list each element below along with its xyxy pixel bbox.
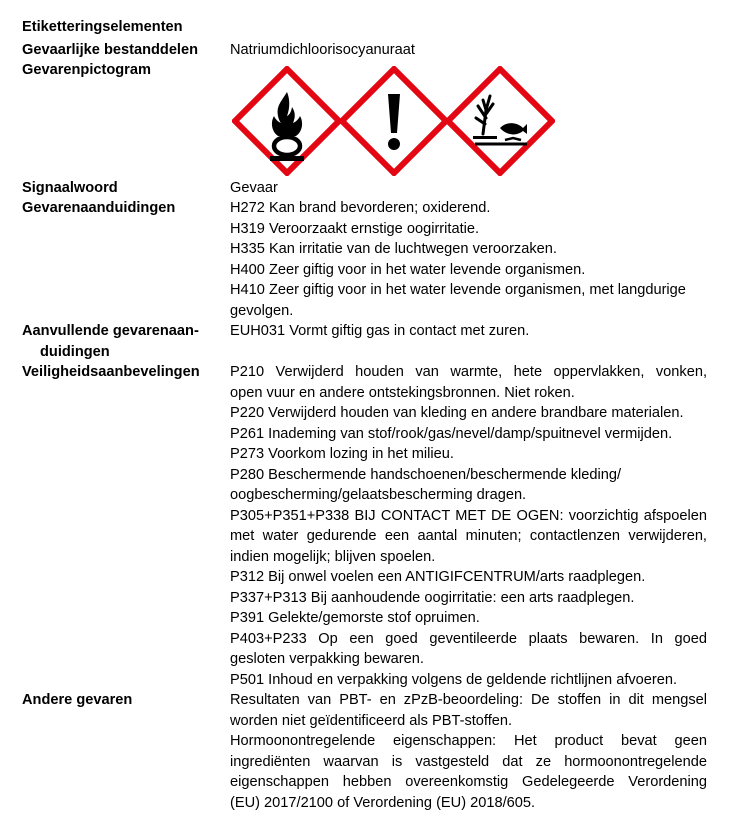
hazard-statement: H335 Kan irritatie van de luchtwegen veroorzaken.: [230, 241, 557, 257]
supplementary-label-line: Aanvullende gevarenaan-: [22, 323, 199, 339]
exclamation-mark-icon: [339, 66, 449, 176]
hazard-statements-label: Gevarenaanduidingen: [22, 200, 176, 216]
precautionary-line: P501 Inhoud en verpakking volgens de geldende richtlijnen afvoeren.: [230, 671, 678, 688]
precautionary-line: P273 Voorkom lozing in het milieu.: [230, 446, 454, 462]
hazard-statement: H400 Zeer giftig voor in het water levende organismen.: [230, 261, 586, 278]
precautionary-line: P261 Inademing van stof/rook/gas/nevel/damp/spuitnevel vermijden.: [230, 425, 673, 442]
hazardous-components-value: Natriumdichloorisocyanuraat: [230, 42, 415, 58]
environment-icon: [445, 66, 555, 176]
hazard-statement: H272 Kan brand bevorderen; oxiderend.: [230, 200, 491, 216]
flame-over-circle-icon: [232, 66, 342, 176]
precautionary-label: Veiligheidsaanbevelingen: [22, 364, 200, 380]
other-hazards-line: eigenschappen hebben overeenkomstig Gedelegeerde Verordening: [230, 774, 707, 790]
other-hazards-text: [230, 690, 707, 813]
precautionary-list: [230, 362, 707, 690]
pictograms-label: Gevarenpictogram: [22, 62, 151, 78]
supplementary-label-line: duidingen: [40, 343, 110, 360]
other-hazards-label: Andere gevaren: [22, 692, 133, 708]
precautionary-line: P391 Gelekte/gemorste stof opruimen.: [230, 610, 480, 626]
other-hazards-line: Hormoonontregelende eigenschappen: Het product bevat geen: [230, 733, 707, 749]
precautionary-line: P210 Verwijderd houden van warmte, hete oppervlakken, vonken,: [230, 364, 707, 380]
precautionary-line: P337+P313 Bij aanhoudende oogirritatie: een arts raadplegen.: [230, 589, 635, 606]
supplementary-hazard-value: EUH031 Vormt giftig gas in contact met zuren.: [230, 323, 530, 339]
signal-word-label: Signaalwoord: [22, 180, 118, 196]
precautionary-line: P305+P351+P338 BIJ CONTACT MET DE OGEN: voorzichtig afspoelen: [230, 507, 707, 524]
section-heading: Etiketteringselementen: [22, 19, 183, 35]
precautionary-line: P220 Verwijderd houden van kleding en andere brandbare materialen.: [230, 405, 684, 421]
other-hazards-line: Resultaten van PBT- en zPzB-beoordeling: De stoffen in dit mengsel: [230, 692, 707, 708]
precautionary-line: indien mogelijk; blijven spoelen.: [230, 548, 436, 565]
signal-word-value: Gevaar: [230, 180, 278, 196]
other-hazards-line: worden niet geïdentificeerd als PBT-stoffen.: [230, 712, 513, 729]
other-hazards-line: (EU) 2017/2100 of Verordening (EU) 2018/605.: [230, 794, 536, 811]
precautionary-line: P312 Bij onwel voelen een ANTIGIFCENTRUM/arts raadplegen.: [230, 569, 646, 585]
precautionary-line: P403+P233 Op een goed geventileerde plaats bewaren. In goed: [230, 630, 707, 647]
hazardous-components-label: Gevaarlijke bestanddelen: [22, 42, 199, 58]
precautionary-line: P280 Beschermende handschoenen/beschermende kleding/: [230, 466, 622, 483]
other-hazards-line: ingrediënten waarvan is vastgesteld dat ze hormoonontregelende: [230, 753, 707, 770]
precautionary-line: oogbescherming/gelaatsbescherming dragen.: [230, 487, 527, 503]
hazard-statement: H410 Zeer giftig voor in het water levende organismen, met langdurige: [230, 282, 686, 298]
supplementary-hazard-label: [22, 321, 199, 362]
precautionary-line: open vuur en andere ontstekingsbronnen. Niet roken.: [230, 384, 575, 401]
hazard-statements-list: [230, 198, 707, 321]
hazard-statement: H319 Veroorzaakt ernstige oogirritatie.: [230, 220, 480, 237]
precautionary-line: met water gedurende een aantal minuten; contactlenzen verwijderen,: [230, 528, 707, 544]
hazard-statement: gevolgen.: [230, 302, 294, 319]
precautionary-line: gesloten verpakking bewaren.: [230, 651, 424, 667]
